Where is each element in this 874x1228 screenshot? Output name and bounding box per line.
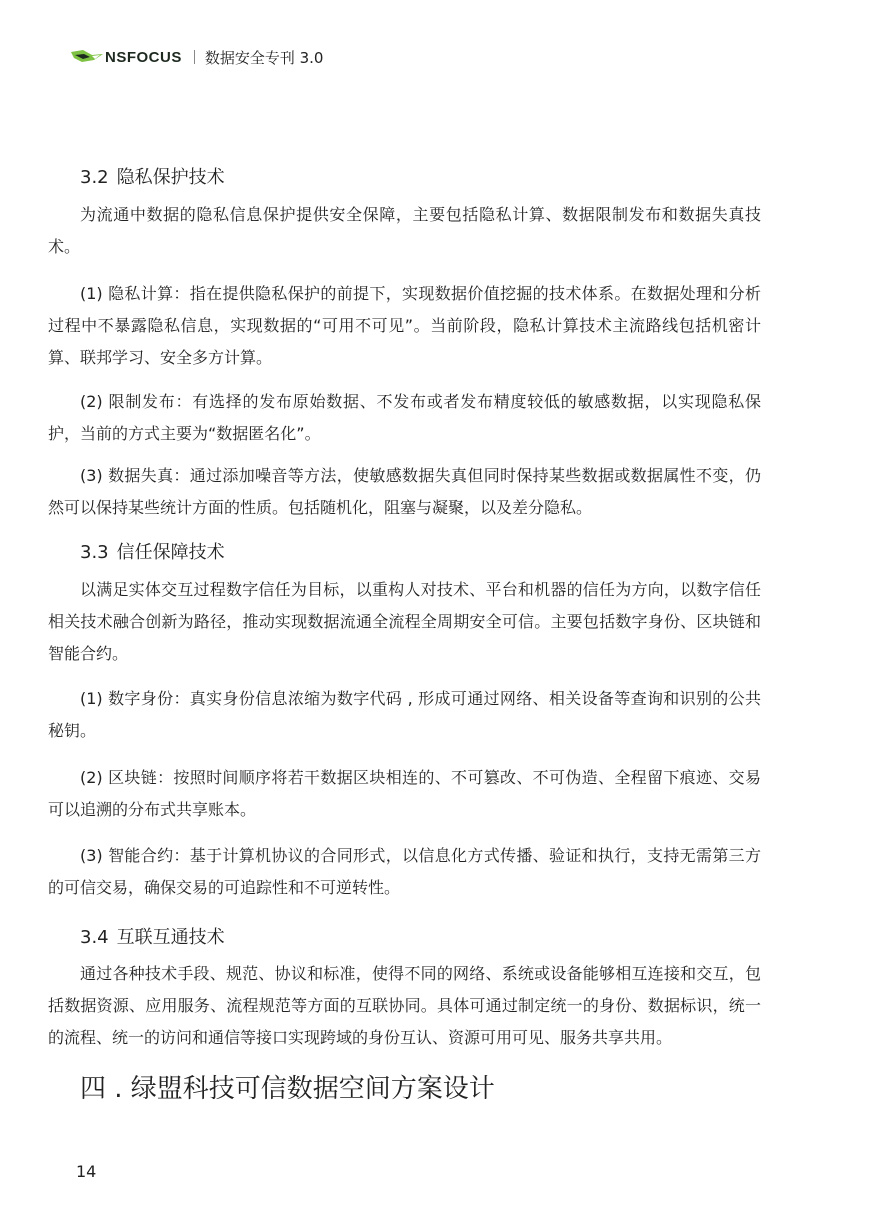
section-number: 3.2 bbox=[80, 167, 109, 188]
page-header bbox=[70, 44, 323, 70]
nsfocus-logo-icon bbox=[70, 46, 104, 68]
section-title: 隐私保护技术 bbox=[116, 167, 225, 188]
section-number: 3.4 bbox=[80, 927, 109, 948]
paragraph: (3) 数据失真：通过添加噪音等方法，使敏感数据失真但同时保持某些数据或数据属性不变，仍然可以保持某些统计方面的性质。包括随机化，阻塞与凝聚，以及差分隐私。 bbox=[48, 466, 761, 517]
section-heading-3-3 bbox=[80, 538, 225, 564]
section-title: 信任保障技术 bbox=[116, 542, 225, 563]
paragraph: (1) 隐私计算：指在提供隐私保护的前提下，实现数据价值挖掘的技术体系。在数据处理和分析过程中不暴露隐私信息，实现数据的“可用不可见”。当前阶段，隐私计算技术主流路线包括机密计算、联邦学习、安全多方计算。 bbox=[48, 284, 761, 367]
nsfocus-logo bbox=[70, 46, 182, 68]
paragraph: (2) 区块链：按照时间顺序将若干数据区块相连的、不可篡改、不可伪造、全程留下痕迹、交易可以追溯的分布式共享账本。 bbox=[48, 768, 761, 819]
header-divider bbox=[194, 50, 195, 64]
section-heading-3-4 bbox=[80, 923, 225, 949]
paragraph: 通过各种技术手段、规范、协议和标准，使得不同的网络、系统或设备能够相互连接和交互，包括数据资源、应用服务、流程规范等方面的互联协同。具体可通过制定统一的身份、数据标识，统一的流程、统一的访问和通信等接口实现跨域的身份互认、资源可用可见、服务共享共用。 bbox=[48, 964, 761, 1047]
chapter-heading: 四 . 绿盟科技可信数据空间方案设计 bbox=[80, 1074, 495, 1104]
page-number: 14 bbox=[76, 1162, 97, 1181]
paragraph: (1) 数字身份：真实身份信息浓缩为数字代码 , 形成可通过网络、相关设备等查询和识别的公共秘钥。 bbox=[48, 689, 761, 740]
section-title: 互联互通技术 bbox=[116, 927, 225, 948]
paragraph: (2) 限制发布：有选择的发布原始数据、不发布或者发布精度较低的敏感数据，以实现隐私保护，当前的方式主要为“数据匿名化”。 bbox=[48, 392, 761, 443]
section-heading-3-2 bbox=[80, 163, 225, 189]
paragraph: 为流通中数据的隐私信息保护提供安全保障，主要包括隐私计算、数据限制发布和数据失真技术。 bbox=[48, 205, 761, 256]
logo-text: NSFOCUS bbox=[105, 48, 182, 66]
paragraph: (3) 智能合约：基于计算机协议的合同形式，以信息化方式传播、验证和执行，支持无需第三方的可信交易，确保交易的可追踪性和不可逆转性。 bbox=[48, 846, 761, 897]
section-number: 3.3 bbox=[80, 542, 109, 563]
publication-title: 数据安全专刊 3.0 bbox=[204, 48, 324, 67]
paragraph: 以满足实体交互过程数字信任为目标，以重构人对技术、平台和机器的信任为方向，以数字信任相关技术融合创新为路径，推动实现数据流通全流程全周期安全可信。主要包括数字身份、区块链和智能合约。 bbox=[48, 580, 761, 663]
